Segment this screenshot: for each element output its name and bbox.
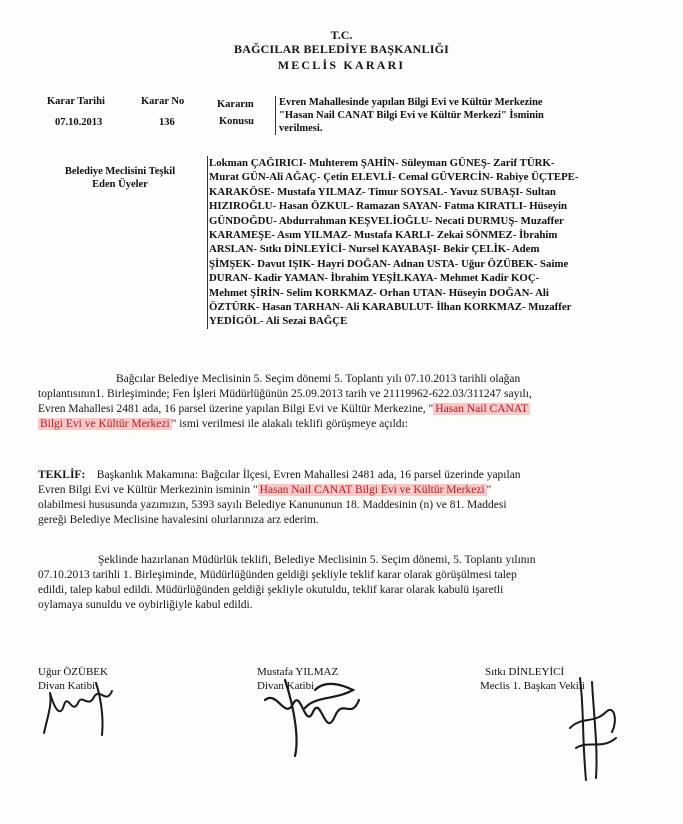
- signatory-1-title: Divan Katibi: [38, 680, 96, 692]
- signatory-2-name: Mustafa YILMAZ: [257, 666, 339, 678]
- member-line: ARSLAN- Sıtkı DİNLEYİCİ- Nursel KAYABAŞI- Bekir ÇELİK- Adem: [209, 243, 540, 256]
- signatory-1-name: Uğur ÖZÜBEK: [38, 666, 108, 678]
- members-label: Belediye Meclisini Teşkil Eden Üyeler: [64, 166, 176, 190]
- member-line: Mehmet ŞİRİN- Selim KORKMAZ- Orhan UTAN- Hüseyin DOĞAN- Ali: [209, 286, 549, 299]
- signature-1-mark: [30, 675, 140, 745]
- member-line: Lokman ÇAĞIRICI- Muhterem ŞAHİN- Süleyman GÜNEŞ- Zarif TÜRK-: [209, 157, 555, 169]
- kararin-konusu-text: Evren Mahallesinde yapılan Bilgi Evi ve Kültür Merkezine "Hasan Nail CANAT Bilgi Evi ve Kültür Merkezi" İsminin verilmesi.: [275, 96, 640, 135]
- member-line: ÖZTÜRK- Hasan TARHAN- Ali KARABULUT- İlhan KORKMAZ- Muzaffer: [209, 301, 572, 314]
- member-line: DURAN- Kadir YAMAN- İbrahim YEŞİLKAYA- Mehmet Kadir KOÇ-: [209, 272, 540, 285]
- signatory-3-title: Meclis 1. Başkan Vekili: [480, 680, 585, 692]
- karar-tarihi-value: 07.10.2013: [55, 117, 103, 128]
- member-line: YEDİGÖL- Ali Sezai BAĞÇE: [209, 315, 348, 328]
- members-list: [207, 156, 643, 329]
- signature-2-mark: [255, 660, 375, 760]
- signature-3-mark: [558, 668, 628, 788]
- member-line: ŞİMŞEK- Davut IŞIK- Hayri DOĞAN- Adnan USTA- Uğur ÖZÜBEK- Saime: [209, 257, 569, 270]
- highlight-center-name: Bilgi Evi ve Kültür Merkezi: [40, 418, 170, 430]
- teklif-label: TEKLİF:: [38, 469, 86, 481]
- paragraph-intro: Bağcılar Belediye Meclisinin 5. Seçim dönemi 5. Toplantı yılı 07.10.2013 tarihli olağan toplantısının1. Birleşiminde; Fen İşleri Müdürlüğünün 25.09.2013 tarih ve 21119962-622.03/311247 sayılı, Evren Mahallesi 2481 ada, 16 parsel üzerine yapılan Bilgi Evi ve Kültür Merkezine, " Hasan Nail CANAT Bilgi Evi ve Kültür Merkezi " ismi verilmesi ile alakalı teklifi görüşmeye açıldı:: [38, 373, 532, 430]
- member-line: GÜNDOĞDU- Abdurrahman KEŞVELİOĞLU- Necati DURMUŞ- Muzaffer: [209, 214, 564, 227]
- paragraph-teklif: TEKLİF: Başkanlık Makamına: Bağcılar İlçesi, Evren Mahallesi 2481 ada, 16 parsel üzerinde yapılan Evren Bilgi Evi ve Kültür Merkezinin isminin " Hasan Nail CANAT Bilgi Evi ve Kültür Merkezi " olabilmesi hususunda yazımızın, 5393 sayılı Belediye Kanununun 18. Maddesinin (n) ve 81. Maddesi gereği Belediye Meclisine havalesini olurlarınıza arz ederim.: [38, 469, 521, 526]
- karar-no-value: 136: [159, 117, 175, 128]
- karar-tarihi-label: Karar Tarihi: [47, 96, 105, 107]
- signatory-3-name: Sıtkı DİNLEYİCİ: [485, 666, 565, 678]
- member-line: KARAKÖSE- Mustafa YILMAZ- Timur SOYSAL- Yavuz SUBAŞI- Sultan: [209, 185, 556, 198]
- header-institution: BAĞCILAR BELEDİYE BAŞKANLIĞI: [234, 42, 449, 56]
- karar-no-label: Karar No: [141, 96, 185, 107]
- highlight-center-name: Hasan Nail CANAT Bilgi Evi ve Kültür Merkezi: [259, 484, 485, 496]
- member-line: HIZIROĞLU- Hasan ÖZKUL- Ramazan SAYAN- Fatma KIRATLI- Hüseyin: [209, 200, 568, 213]
- member-line: KARAMEŞE- Asım YILMAZ- Mustafa KARLI- Zekai SÖNMEZ- İbrahim: [209, 229, 558, 242]
- signatory-2-title: Divan Katibi: [257, 680, 315, 692]
- highlight-center-name: Hasan Nail CANAT: [435, 403, 528, 415]
- kararin-konusu-label: Kararın Konusu: [217, 99, 255, 127]
- header-document-type: MECLİS KARARI: [277, 58, 406, 72]
- header-tc: T.C.: [330, 28, 353, 42]
- member-line: Murat GÜN-Ali AĞAÇ- Çetin ELEVLİ- Cemal GÜVERCİN- Rabiye ÜÇTEPE-: [209, 171, 579, 184]
- paragraph-decision: Şeklinde hazırlanan Müdürlük teklifi, Belediye Meclisinin 5. Seçim dönemi, 5. Toplantı yılının 07.10.2013 tarihli 1. Birleşiminde, Müdürlüğünden geldiği şekliyle teklif karar olarak görüşülmesi talep edildi, talep kabul edildi. Müdürlüğünden geldiği şekliyle okutuldu, teklif karar olarak kabulü işaretli oylamaya sunuldu ve oybirliğiyle kabul edildi.: [38, 554, 536, 611]
